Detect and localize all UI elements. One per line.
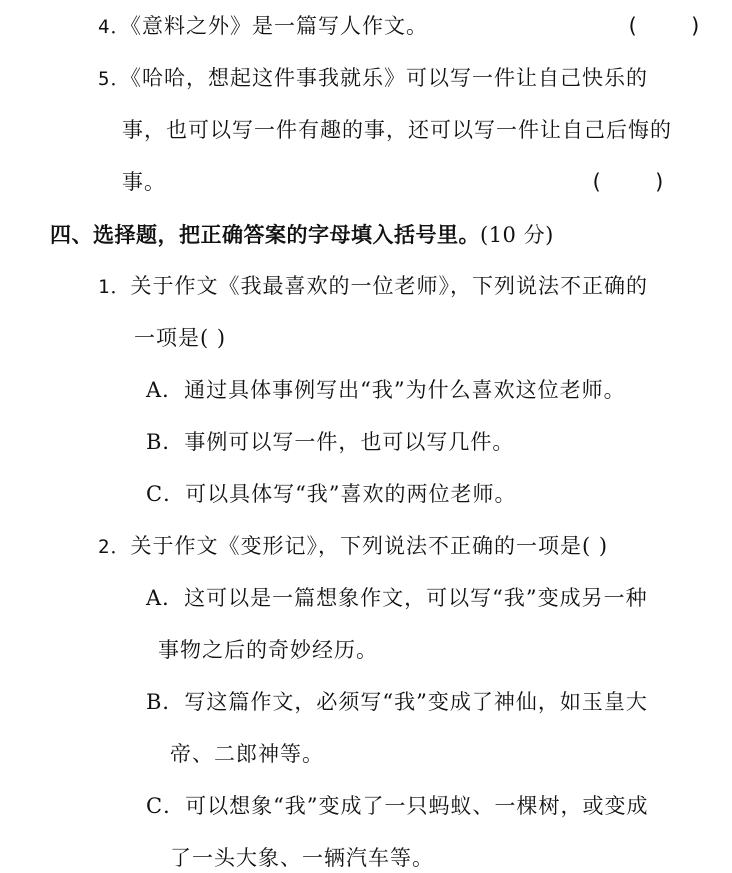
q5-row-line1 [98, 64, 648, 92]
q5-text-line3: 事。 [122, 170, 166, 194]
mc2-option-a-line2: 事物之后的奇妙经历。 [158, 638, 378, 662]
mc2-stem: 关于作文《变形记》，下列说法不正确的一项是( ) [130, 534, 609, 558]
section4-heading [50, 221, 554, 249]
q5-text-line1: 《哈哈，想起这件事我就乐》可以写一件让自己快乐的 [130, 66, 648, 90]
mc1-stem-line1: 关于作文《我最喜欢的一位老师》，下列说法不正确的 [130, 274, 648, 298]
q5-answer-paren[interactable]: ( ) [590, 170, 666, 194]
mc2-stem-row [98, 532, 608, 560]
mc2-option-b-line1[interactable]: B．写这篇作文，必须写“我”变成了神仙，如玉皇大 [146, 690, 648, 714]
q4-text: 《意料之外》是一篇写人作文。 [130, 14, 428, 38]
q4-row [98, 12, 428, 40]
mc1-stem-line1-row [98, 272, 648, 300]
mc1-stem-line2: 一项是( ) [134, 326, 227, 350]
mc1-option-a[interactable]: A．通过具体事例写出“我”为什么喜欢这位老师。 [146, 378, 626, 402]
mc2-option-b-line2: 帝、二郎神等。 [170, 742, 324, 766]
q4-number: 4． [98, 16, 131, 38]
section4-title: 四、选择题，把正确答案的字母填入括号里。 [50, 223, 480, 247]
mc2-option-c-line2: 了一头大象、一辆汽车等。 [170, 846, 434, 870]
mc1-option-b[interactable]: B．事例可以写一件，也可以写几件。 [146, 430, 515, 454]
mc2-number: 2． [98, 536, 131, 558]
section4-score: (10 分) [480, 223, 554, 247]
mc1-option-c[interactable]: C．可以具体写“我”喜欢的两位老师。 [146, 482, 517, 506]
mc2-option-c-line1[interactable]: C．可以想象“我”变成了一只蚂蚁、一棵树，或变成 [146, 794, 649, 818]
mc2-option-a-line1[interactable]: A．这可以是一篇想象作文，可以写“我”变成另一种 [146, 586, 648, 610]
mc1-number: 1． [98, 276, 131, 298]
q5-number: 5． [98, 68, 131, 90]
q4-answer-paren[interactable]: ( ) [626, 14, 702, 38]
q5-text-line2: 事，也可以写一件有趣的事，还可以写一件让自己后悔的 [122, 118, 672, 142]
